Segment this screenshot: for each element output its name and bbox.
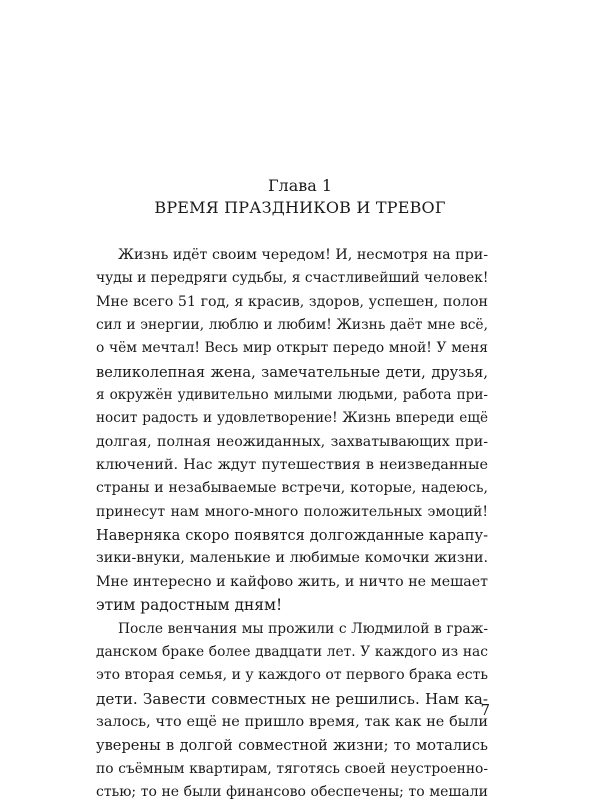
- text-line: страны и незабываемые встречи, которые, надеюсь,: [96, 477, 488, 500]
- text-line: о чём мечтал! Весь мир открыт передо мной! У меня: [96, 337, 488, 360]
- text-line: Наверняка скоро появятся долгожданные карапу-: [96, 524, 488, 547]
- text-line: этим радостным дням!: [96, 594, 488, 617]
- text-line: Жизнь идёт своим чередом! И, несмотря на при-: [96, 244, 488, 267]
- text-line: залось, что ещё не пришло время, так как не были: [96, 711, 488, 734]
- chapter-title: ВРЕМЯ ПРАЗДНИКОВ И ТРЕВОГ: [0, 198, 600, 218]
- body-text: [96, 244, 488, 804]
- paragraph-2: [96, 618, 488, 804]
- text-line: После венчания мы прожили с Людмилой в граж-: [96, 618, 488, 641]
- text-line: я окружён удивительно милыми людьми, работа при-: [96, 384, 488, 407]
- text-line: ключений. Нас ждут путешествия в неизведанные: [96, 454, 488, 477]
- paragraph-1: [96, 244, 488, 618]
- text-line: носит радость и удовлетворение! Жизнь впереди ещё: [96, 407, 488, 430]
- text-line: великолепная жена, замечательные дети, друзья,: [96, 361, 488, 384]
- text-line: чуды и передряги судьбы, я счастливейший человек!: [96, 267, 488, 290]
- text-line: Мне всего 51 год, я красив, здоров, успешен, полон: [96, 291, 488, 314]
- text-line: зики-внуки, маленькие и любимые комочки жизни.: [96, 547, 488, 570]
- text-line: Мне интересно и кайфово жить, и ничто не мешает: [96, 571, 488, 594]
- chapter-label: Глава 1: [0, 176, 600, 196]
- page-number: 7: [470, 700, 490, 720]
- text-line: сил и энергии, люблю и любим! Жизнь даёт мне всё,: [96, 314, 488, 337]
- text-line: принесут нам много-много положительных эмоций!: [96, 501, 488, 524]
- text-line: по съёмным квартирам, тяготясь своей неустроенно-: [96, 758, 488, 781]
- text-line: уверены в долгой совместной жизни; то мотались: [96, 734, 488, 757]
- text-line: это вторая семья, и у каждого от первого брака есть: [96, 664, 488, 687]
- text-line: долгая, полная неожиданных, захватывающих при-: [96, 431, 488, 454]
- text-line: дети. Завести совместных не решились. Нам ка-: [96, 688, 488, 711]
- text-line: данском браке более двадцати лет. У каждого из нас: [96, 641, 488, 664]
- text-line: стью; то не были финансово обеспечены; то мешали: [96, 781, 488, 804]
